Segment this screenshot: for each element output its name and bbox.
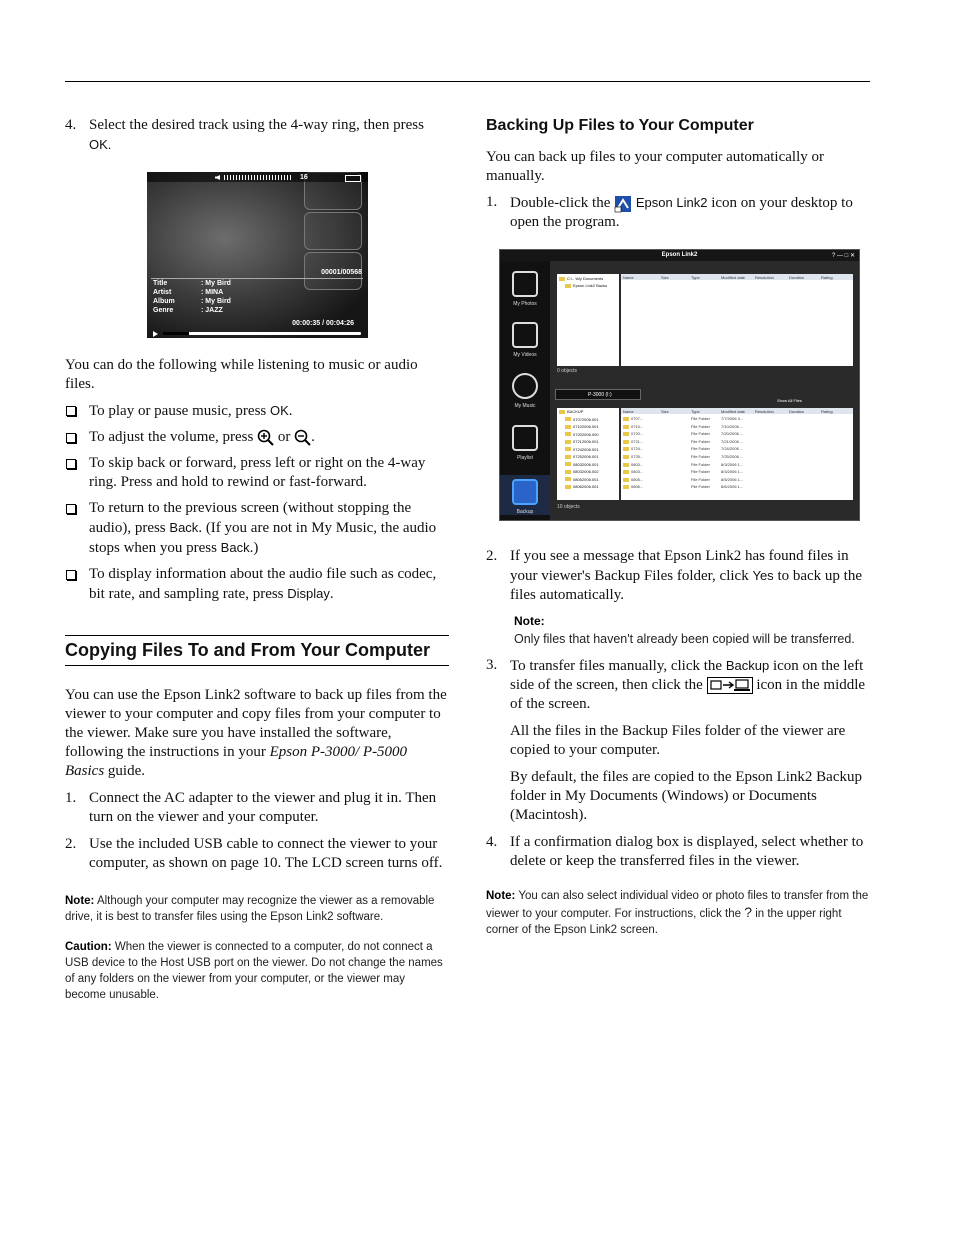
music-note-icon bbox=[512, 373, 538, 399]
right-column bbox=[486, 116, 870, 938]
backup-section-title: Backing Up Files to Your Computer bbox=[486, 117, 754, 134]
step-auto-backup bbox=[486, 547, 870, 605]
tree-node[interactable] bbox=[557, 468, 619, 476]
tree-node[interactable] bbox=[557, 438, 619, 446]
table-row[interactable] bbox=[621, 484, 853, 491]
step-number: 2. bbox=[486, 548, 498, 564]
tree-node[interactable] bbox=[557, 431, 619, 439]
bullet-text-end: . bbox=[288, 403, 293, 419]
column-header[interactable]: Resolution bbox=[755, 409, 774, 414]
tree-label: 07102006.001 bbox=[573, 424, 599, 429]
table-row[interactable] bbox=[621, 469, 853, 476]
tree-label: 08032006.001 bbox=[573, 461, 599, 467]
cell-type: File Folder bbox=[691, 438, 710, 444]
back-key-label: Back bbox=[169, 520, 199, 535]
cell-type: File Folder bbox=[691, 476, 710, 482]
folder-icon bbox=[623, 447, 629, 451]
cell-name: 0724... bbox=[631, 446, 644, 452]
step-confirm-dialog bbox=[486, 833, 870, 871]
meta-label: Album bbox=[153, 298, 175, 305]
bullet-text: To return to the previous screen (without stopping the audio), press bbox=[89, 500, 412, 536]
volume-level-bar bbox=[224, 175, 292, 180]
bottom-file-list[interactable] bbox=[621, 408, 853, 500]
meta-label: Title bbox=[153, 280, 168, 287]
note-text: You can also select individual video or photo files to transfer from the viewer to your computer. For instructions, click the bbox=[486, 890, 869, 920]
cell-date: 7/25/2006 ... bbox=[721, 454, 744, 459]
folder-icon bbox=[559, 410, 565, 414]
top-file-list[interactable] bbox=[621, 274, 853, 366]
backup-icon-label: Backup bbox=[725, 658, 770, 673]
column-header[interactable]: Name bbox=[623, 275, 634, 280]
step-text: Use the included USB cable to connect the viewer to your computer, as shown on page 10. The LCD screen turns off. bbox=[89, 836, 443, 871]
column-header[interactable]: Name bbox=[623, 409, 634, 414]
folder-icon bbox=[565, 425, 571, 429]
folder-icon bbox=[623, 455, 629, 459]
cell-name: 0803... bbox=[631, 461, 644, 467]
ok-key-label: OK bbox=[270, 403, 289, 418]
cell-name: 0710... bbox=[631, 423, 644, 429]
table-row[interactable] bbox=[621, 439, 853, 446]
backup-intro: You can back up files to your computer automatically or manually. bbox=[486, 149, 824, 184]
bullet-text: To skip back or forward, press left or right on the 4-way ring. Press and hold to rewind or fast-forward. bbox=[89, 455, 426, 490]
tree-node[interactable] bbox=[557, 408, 619, 416]
step-open-link2 bbox=[486, 193, 870, 232]
copy-intro-text: You can use the Epson Link2 software to back up files from the viewer to your computer and copy files from your computer to the viewer. Make sure you have installed the software, following the instructions in your bbox=[65, 687, 447, 760]
bullet-text-end: . bbox=[311, 429, 315, 445]
folder-icon bbox=[623, 470, 629, 474]
header-rule bbox=[65, 81, 870, 82]
step-number: 4. bbox=[486, 834, 498, 850]
video-camera-icon bbox=[512, 322, 538, 348]
tree-label: 08032006.002 bbox=[573, 469, 599, 474]
column-header[interactable]: Modified date bbox=[721, 275, 746, 280]
cell-date: 7/24/2006 ... bbox=[721, 446, 744, 452]
table-row[interactable] bbox=[621, 462, 853, 469]
cell-date: 7/20/2006 ... bbox=[721, 431, 744, 437]
table-row[interactable] bbox=[621, 477, 853, 484]
meta-label: Artist bbox=[153, 289, 172, 296]
yes-button-label: Yes bbox=[752, 568, 774, 583]
cell-type: File Folder bbox=[691, 454, 710, 459]
cell-name: 0707... bbox=[631, 416, 644, 421]
tree-label: 07202006.000 bbox=[573, 431, 599, 437]
tree-label: 07252006.001 bbox=[573, 454, 599, 459]
sidebar-item-my-music[interactable] bbox=[500, 373, 550, 409]
zoom-in-icon bbox=[257, 429, 274, 446]
backup-icon bbox=[512, 479, 538, 505]
table-row[interactable] bbox=[621, 454, 853, 461]
step-text-end: icon on your desktop to open the program. bbox=[510, 195, 853, 230]
maximize-icon[interactable]: □ bbox=[844, 253, 849, 259]
section-title: Copying Files To and From Your Computer bbox=[65, 640, 431, 660]
step-text-end: icon in the middle of the screen. bbox=[510, 677, 866, 712]
folder-icon bbox=[623, 417, 629, 421]
cell-name: 0805... bbox=[631, 476, 644, 482]
step-text: To transfer files manually, click the bbox=[510, 658, 726, 674]
note-text: Although your computer may recognize the viewer as a removable drive, it is best to transfer files using the Epson Link2 software. bbox=[65, 895, 435, 923]
copy-intro bbox=[65, 686, 449, 781]
cell-type: File Folder bbox=[691, 469, 710, 475]
cell-name: 0721... bbox=[631, 438, 644, 444]
step-manual-backup bbox=[486, 656, 870, 714]
step-text: Double-click the bbox=[510, 195, 615, 211]
ok-key-label: OK. bbox=[89, 137, 112, 152]
sidebar-item-playlist[interactable] bbox=[500, 425, 550, 461]
folder-icon bbox=[565, 417, 571, 421]
minimize-icon[interactable]: — bbox=[837, 253, 843, 259]
track-number: 16 bbox=[300, 174, 308, 181]
bullet-text-end: .) bbox=[249, 540, 259, 556]
step-select-track bbox=[65, 116, 449, 155]
tree-node[interactable] bbox=[557, 476, 619, 484]
cell-type: File Folder bbox=[691, 423, 710, 429]
folder-icon bbox=[565, 485, 571, 489]
folder-icon bbox=[623, 463, 629, 467]
close-icon[interactable]: ✕ bbox=[849, 253, 855, 259]
device-select[interactable] bbox=[555, 389, 641, 400]
folder-icon bbox=[623, 432, 629, 436]
playlist-thumb bbox=[304, 212, 362, 250]
column-header[interactable]: Rating bbox=[821, 275, 833, 280]
cell-type: File Folder bbox=[691, 416, 710, 421]
checkbox-bullet-icon bbox=[66, 504, 76, 514]
sidebar-label: Backup bbox=[516, 509, 534, 515]
caution-usb bbox=[65, 939, 449, 1003]
column-header[interactable]: Size bbox=[661, 409, 669, 414]
sidebar-label: My Videos bbox=[513, 352, 537, 358]
step-text-mid: icon on the left side of the screen, then click the bbox=[510, 658, 864, 693]
table-row[interactable] bbox=[621, 416, 853, 423]
caution-text-end: USB port on the viewer. Do not change the names of any folders on the viewer from your computer, or the viewer may become unusable. bbox=[65, 957, 443, 1001]
step-number: 3. bbox=[486, 657, 498, 673]
note-label: Note: bbox=[514, 614, 545, 628]
bullet-back bbox=[65, 499, 449, 558]
step-text: If a confirmation dialog box is displayed, select whether to delete or keep the transferred files in the viewer. bbox=[510, 834, 864, 869]
music-player-screen bbox=[147, 172, 368, 338]
default-location-text: By default, the files are copied to the Epson Link2 Backup folder in My Documents (Windows) or Documents (Macintosh). bbox=[510, 769, 862, 823]
caution-label: Caution: bbox=[65, 941, 112, 953]
meta-value: : MINA bbox=[201, 289, 224, 296]
column-header[interactable]: Type bbox=[691, 409, 700, 414]
cell-type: File Folder bbox=[691, 431, 710, 437]
note-only-new-files bbox=[486, 613, 870, 648]
column-header[interactable]: Rating bbox=[821, 409, 833, 414]
meta-value: : My Bird bbox=[201, 298, 231, 305]
tree-node: Epson Link2 Backu bbox=[573, 283, 608, 288]
playback-time: 00:00:35 / 00:04:26 bbox=[292, 320, 354, 327]
meta-label: Genre bbox=[153, 307, 174, 314]
column-header[interactable]: Size bbox=[661, 275, 669, 280]
epson-link2-window bbox=[499, 249, 860, 521]
bullet-text-end: . bbox=[329, 586, 334, 602]
window-controls bbox=[832, 252, 855, 259]
sidebar-label: Playlist bbox=[517, 455, 533, 461]
help-question-mark: ? bbox=[744, 904, 753, 920]
basics-guide-title: Epson P-3000/ P-5000 Basics bbox=[65, 744, 408, 779]
step-number: 2. bbox=[65, 836, 77, 852]
epson-link2-icon bbox=[614, 195, 632, 213]
bullet-text: To display information about the audio file such as codec, bit rate, and sampling rate, press bbox=[89, 566, 437, 602]
cell-name: 0720... bbox=[631, 431, 644, 437]
column-headers bbox=[621, 408, 853, 414]
cell-date: 8/3/2006 1... bbox=[721, 461, 744, 467]
folder-icon bbox=[623, 440, 629, 444]
step-text: Connect the AC adapter to the viewer and plug it in. Then turn on the viewer and your computer. bbox=[89, 790, 437, 825]
step-number: 4. bbox=[65, 117, 77, 133]
checkbox-bullet-icon bbox=[66, 459, 76, 469]
note-label: Note: bbox=[486, 890, 516, 902]
column-headers bbox=[621, 274, 853, 280]
camera-icon bbox=[512, 271, 538, 297]
sidebar bbox=[500, 261, 550, 520]
meta-value: : JAZZ bbox=[201, 307, 223, 314]
sidebar-label: My Photos bbox=[513, 301, 537, 307]
help-icon[interactable]: ? bbox=[831, 253, 836, 259]
zoom-out-icon bbox=[294, 429, 311, 446]
top-folder-tree[interactable] bbox=[557, 274, 619, 366]
step-text-end: to back up the files automatically. bbox=[510, 568, 862, 603]
bottom-status: 10 objects bbox=[557, 504, 580, 510]
cell-date: 8/3/2006 1... bbox=[721, 469, 744, 475]
folder-icon bbox=[565, 477, 571, 481]
tree-label: 07212006.001 bbox=[573, 439, 599, 444]
tree-node[interactable] bbox=[557, 483, 619, 491]
bottom-folder-tree[interactable] bbox=[557, 408, 619, 500]
bullet-volume bbox=[65, 428, 449, 447]
folder-icon bbox=[565, 432, 571, 436]
note-text: Only files that haven't already been copied will be transferred. bbox=[514, 632, 855, 646]
meta-value: : My Bird bbox=[201, 280, 231, 287]
play-icon bbox=[153, 331, 158, 337]
bullet-play bbox=[65, 401, 449, 421]
transfer-to-computer-icon bbox=[707, 677, 753, 694]
cell-date: 8/5/2006 1... bbox=[721, 476, 744, 482]
or-text: or bbox=[277, 429, 291, 445]
column-header[interactable]: Modified date bbox=[721, 409, 746, 414]
tree-label: 07072006.001 bbox=[573, 416, 599, 422]
battery-icon bbox=[345, 175, 361, 182]
display-key-label: Display bbox=[287, 586, 330, 601]
folder-icon bbox=[623, 425, 629, 429]
tree-node[interactable] bbox=[557, 453, 619, 461]
cell-name: 0803... bbox=[631, 469, 644, 475]
folder-icon bbox=[565, 470, 571, 474]
note-label: Note: bbox=[65, 895, 95, 907]
cell-date: 7/10/2006 ... bbox=[721, 423, 744, 429]
folder-icon bbox=[623, 478, 629, 482]
track-counter: 00001/00568 bbox=[321, 269, 362, 276]
sidebar-item-my-videos[interactable] bbox=[500, 322, 550, 358]
playlist-icon bbox=[512, 425, 538, 451]
checkbox-bullet-icon bbox=[66, 570, 76, 580]
tree-node[interactable] bbox=[557, 416, 619, 424]
sidebar-label: My Music bbox=[514, 403, 536, 409]
folder-icon bbox=[565, 462, 571, 466]
checkbox-bullet-icon bbox=[66, 433, 76, 443]
step-connect-ac bbox=[65, 789, 449, 827]
section-header bbox=[65, 635, 449, 666]
folder-icon bbox=[565, 455, 571, 459]
progress-track bbox=[163, 332, 361, 335]
tree-label: BACKUP bbox=[567, 409, 584, 414]
back-key-label: Back bbox=[220, 540, 250, 555]
tree-label: 08052006.001 bbox=[573, 476, 599, 482]
cell-date: 7/7/2006 3... bbox=[721, 416, 744, 421]
step-text: If you see a message that Epson Link2 has found files in your viewer's Backup Files folder, click bbox=[510, 548, 849, 584]
caution-text: When the viewer is connected to a computer, do not connect a USB device to the bbox=[65, 941, 433, 969]
divider bbox=[151, 278, 363, 279]
tree-node[interactable] bbox=[557, 461, 619, 469]
bullet-text: To play or pause music, press bbox=[89, 403, 270, 419]
step-text: Select the desired track using the 4-way ring, then press bbox=[89, 117, 424, 133]
cell-type: File Folder bbox=[691, 446, 710, 452]
cell-date: 8/6/2006 1... bbox=[721, 484, 744, 490]
sidebar-item-backup[interactable] bbox=[500, 475, 550, 515]
step-number: 1. bbox=[65, 790, 77, 806]
bullet-skip bbox=[65, 454, 449, 492]
tree-node: C:\...\My Documents bbox=[567, 276, 604, 281]
note-removable-drive bbox=[65, 893, 449, 925]
bullet-text: To adjust the volume, press bbox=[89, 429, 258, 445]
cell-type: File Folder bbox=[691, 484, 710, 490]
checkbox-bullet-icon bbox=[66, 406, 76, 416]
host-port-label: Host bbox=[160, 957, 184, 969]
cell-name: 0725... bbox=[631, 454, 644, 459]
table-row[interactable] bbox=[621, 424, 853, 431]
music-intro: You can do the following while listening to music or audio files. bbox=[65, 357, 418, 392]
cell-date: 7/21/2006 ... bbox=[721, 438, 744, 444]
top-status: 0 objects bbox=[557, 368, 578, 374]
tree-label: 08062006.001 bbox=[573, 484, 599, 489]
table-row[interactable] bbox=[621, 446, 853, 453]
step-number: 1. bbox=[486, 194, 498, 210]
device-name: P-3000 (I:) bbox=[588, 392, 612, 398]
folder-icon bbox=[565, 440, 571, 444]
column-header[interactable]: Resolution bbox=[755, 275, 774, 280]
table-row[interactable] bbox=[621, 431, 853, 438]
tree-node[interactable] bbox=[557, 446, 619, 454]
note-individual-files bbox=[486, 888, 870, 938]
show-all-filter[interactable]: Show All Files bbox=[777, 398, 802, 403]
sidebar-item-my-photos[interactable] bbox=[500, 271, 550, 307]
tree-node[interactable] bbox=[557, 423, 619, 431]
folder-icon bbox=[623, 485, 629, 489]
folder-icon bbox=[565, 447, 571, 451]
column-header[interactable]: Type bbox=[691, 275, 700, 280]
note-text-end: in the upper right corner of the Epson Link2 screen. bbox=[486, 908, 842, 936]
epson-link2-label: Epson Link2 bbox=[635, 195, 708, 210]
cell-type: File Folder bbox=[691, 461, 710, 467]
all-files-copied-text: All the files in the Backup Files folder of the viewer are copied to your computer. bbox=[510, 723, 846, 758]
column-header[interactable]: Duration bbox=[789, 275, 805, 280]
tree-label: 07242006.001 bbox=[573, 446, 599, 452]
window-title: Epson Link2 bbox=[500, 250, 859, 261]
bullet-text-mid: . (If you are not in My Music, the audio stops when you press bbox=[89, 520, 437, 556]
step-connect-usb bbox=[65, 835, 449, 873]
cell-name: 0806... bbox=[631, 484, 644, 490]
column-header[interactable]: Duration bbox=[789, 409, 805, 414]
progress-fill bbox=[163, 332, 189, 335]
copy-intro-end: guide. bbox=[104, 763, 145, 779]
bullet-display bbox=[65, 565, 449, 604]
